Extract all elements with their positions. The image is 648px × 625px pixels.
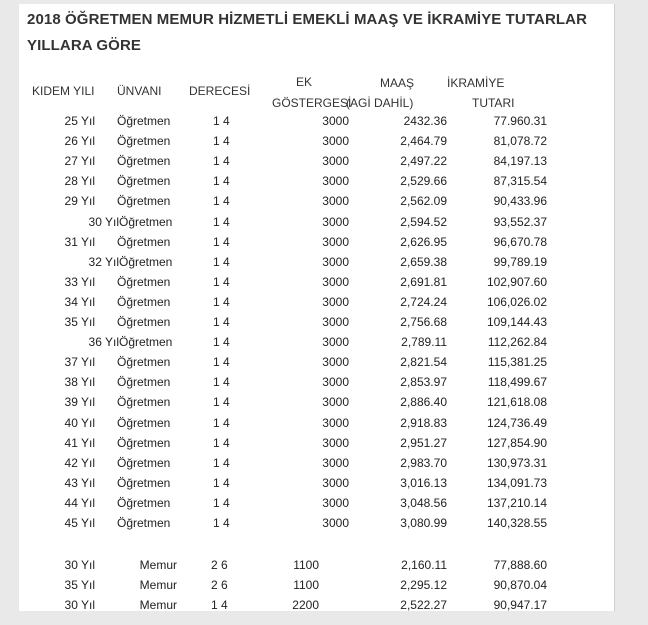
unvan-cell: Öğretmen	[117, 516, 171, 530]
unvan-cell: Öğretmen	[117, 455, 171, 470]
maas-cell: 2432.36	[403, 114, 447, 128]
ek-gosterge-cell: 3000	[322, 335, 349, 350]
derece-cell: 1 4	[213, 495, 230, 510]
kidem-yili-cell: 25 Yıl	[64, 114, 95, 128]
ikramiye-cell: 118,499.67	[487, 375, 547, 390]
derece-cell: 1 4	[213, 114, 230, 128]
derece-cell: 1 4	[213, 134, 230, 149]
derece-cell: 1 4	[213, 395, 230, 410]
kidem-yili-cell: 31 Yıl	[64, 234, 95, 249]
maas-cell: 3,016.13	[400, 475, 447, 490]
ek-gosterge-cell: 3000	[322, 435, 349, 450]
unvan-cell: Öğretmen	[117, 415, 171, 430]
header-agi-dahil: (AGİ DAHİL)	[346, 96, 414, 110]
kidem-yili-cell: 30 Yıl	[64, 598, 95, 611]
maas-cell: 3,048.56	[400, 495, 447, 510]
maas-cell: 2,295.12	[400, 578, 447, 593]
unvan-cell: Öğretmen	[117, 375, 171, 390]
kidem-yili-cell: 41 Yıl	[64, 435, 95, 450]
ek-gosterge-cell: 3000	[322, 415, 349, 430]
derece-cell: 1 4	[213, 254, 230, 269]
kidem-yili-cell: 37 Yıl	[64, 355, 95, 370]
ek-gosterge-cell: 3000	[322, 395, 349, 410]
ek-gosterge-cell: 3000	[322, 174, 349, 189]
maas-cell: 2,853.97	[400, 375, 447, 390]
ek-gosterge-cell: 3000	[322, 114, 349, 128]
ek-gosterge-cell: 3000	[322, 154, 349, 169]
kidem-yili-cell: 40 Yıl	[64, 415, 95, 430]
ikramiye-cell: 90,433.96	[493, 194, 547, 209]
kidem-yili-cell: 44 Yıl	[64, 495, 95, 510]
maas-cell: 2,821.54	[400, 355, 447, 370]
kidem-yili-cell: 32 Yıl	[88, 254, 119, 269]
derece-cell: 1 4	[213, 174, 230, 189]
ek-gosterge-cell: 3000	[322, 274, 349, 289]
unvan-cell: Öğretmen	[117, 355, 171, 370]
unvan-cell: Öğretmen	[117, 395, 171, 410]
derece-cell: 1 4	[213, 375, 230, 390]
unvan-cell: Öğretmen	[117, 154, 171, 169]
ek-gosterge-cell: 3000	[322, 516, 349, 530]
derece-cell: 1 4	[213, 274, 230, 289]
header-maas: MAAŞ	[380, 76, 415, 90]
derece-cell: 1 4	[213, 435, 230, 450]
ek-gosterge-cell: 3000	[322, 495, 349, 510]
kidem-yili-cell: 38 Yıl	[64, 375, 95, 390]
ikramiye-cell: 81,078.72	[493, 134, 547, 149]
unvan-cell: Öğretmen	[117, 234, 171, 249]
derece-cell: 1 4	[213, 315, 230, 329]
maas-cell: 2,886.40	[400, 395, 447, 410]
unvan-cell: Öğretmen	[117, 475, 171, 490]
maas-cell: 2,724.24	[400, 294, 447, 309]
derece-cell: 1 4	[213, 234, 230, 249]
ikramiye-cell: 90,947.17	[493, 598, 547, 611]
ikramiye-cell: 115,381.25	[487, 355, 547, 370]
derece-cell: 1 4	[213, 516, 230, 530]
document-subtitle: YILLARA GÖRE	[27, 37, 141, 54]
ek-gosterge-cell: 1100	[293, 558, 319, 572]
ek-gosterge-cell: 3000	[322, 134, 349, 149]
ikramiye-cell: 124,736.49	[486, 415, 547, 430]
kidem-yili-cell: 35 Yıl	[64, 315, 95, 329]
ek-gosterge-cell: 3000	[322, 375, 349, 390]
maas-cell: 2,918.83	[400, 415, 447, 430]
header-derecesi: DERECESİ	[189, 84, 251, 98]
ek-gosterge-cell: 3000	[322, 475, 349, 490]
document-title: 2018 ÖĞRETMEN MEMUR HİZMETLİ EMEKLİ MAAŞ VE İKRAMİYE TUTARLAR	[27, 11, 588, 28]
maas-cell: 2,497.22	[400, 154, 447, 169]
ikramiye-cell: 140,328.55	[486, 516, 547, 530]
header-ikramiye: İKRAMİYE	[447, 76, 505, 90]
ikramiye-cell: 130,973.31	[486, 455, 547, 470]
maas-cell: 2,594.52	[400, 214, 447, 229]
kidem-yili-cell: 29 Yıl	[64, 194, 95, 209]
ikramiye-cell: 90,870.04	[493, 578, 547, 593]
ek-gosterge-cell: 3000	[322, 315, 349, 329]
unvan-cell: Memur	[139, 578, 177, 593]
header-ek: EK	[296, 75, 313, 89]
maas-cell: 2,951.27	[400, 435, 447, 450]
kidem-yili-cell: 45 Yıl	[64, 516, 95, 530]
maas-cell: 2,659.38	[400, 254, 447, 269]
page-edge	[614, 4, 615, 611]
unvan-cell: Memur	[139, 598, 177, 611]
header-tutari: TUTARI	[472, 96, 515, 110]
derece-cell: 1 4	[213, 415, 230, 430]
ikramiye-cell: 77.960.31	[493, 114, 547, 128]
unvan-cell: Öğretmen	[119, 254, 173, 269]
unvan-cell: Öğretmen	[117, 495, 171, 510]
derece-cell: 1 4	[213, 335, 230, 350]
kidem-yili-cell: 39 Yıl	[64, 395, 95, 410]
unvan-cell: Öğretmen	[117, 435, 171, 450]
ek-gosterge-cell: 3000	[322, 194, 349, 209]
unvan-cell: Öğretmen	[117, 174, 171, 189]
maas-cell: 2,464.79	[400, 134, 447, 149]
kidem-yili-cell: 42 Yıl	[64, 455, 95, 470]
unvan-cell: Öğretmen	[117, 114, 171, 128]
derece-cell: 1 4	[213, 475, 230, 490]
unvan-cell: Öğretmen	[119, 214, 173, 229]
ikramiye-cell: 106,026.02	[486, 294, 547, 309]
ek-gosterge-cell: 3000	[322, 254, 349, 269]
unvan-cell: Öğretmen	[117, 294, 171, 309]
ikramiye-cell: 93,552.37	[493, 214, 547, 229]
kidem-yili-cell: 33 Yıl	[64, 274, 95, 289]
derece-cell: 1 4	[213, 355, 230, 370]
derece-cell: 1 4	[213, 294, 230, 309]
ikramiye-cell: 96,670.78	[493, 234, 547, 249]
maas-cell: 2,522.27	[400, 598, 447, 611]
maas-cell: 2,529.66	[400, 174, 447, 189]
ikramiye-cell: 121,618.08	[486, 395, 547, 410]
ikramiye-cell: 102,907.60	[486, 274, 547, 289]
header-unvani: ÜNVANI	[117, 84, 162, 98]
ek-gosterge-cell: 3000	[322, 455, 349, 470]
ek-gosterge-cell: 3000	[322, 294, 349, 309]
unvan-cell: Öğretmen	[117, 315, 171, 329]
ikramiye-cell: 109,144.43	[486, 315, 547, 329]
unvan-cell: Öğretmen	[117, 274, 171, 289]
derece-cell: 1 4	[213, 455, 230, 470]
header-kidem-yili: KIDEM YILI	[32, 84, 95, 98]
ek-gosterge-cell: 3000	[322, 214, 349, 229]
derece-cell: 1 4	[213, 154, 230, 169]
unvan-cell: Öğretmen	[119, 335, 173, 350]
derece-cell: 1 4	[213, 214, 230, 229]
derece-cell: 2 6	[211, 578, 228, 593]
maas-cell: 2,691.81	[400, 274, 447, 289]
derece-cell: 1 4	[211, 598, 228, 611]
kidem-yili-cell: 35 Yıl	[64, 578, 95, 593]
maas-cell: 2,562.09	[400, 194, 447, 209]
header-gostergesi: GÖSTERGESİ	[272, 96, 352, 110]
kidem-yili-cell: 43 Yıl	[64, 475, 95, 490]
kidem-yili-cell: 34 Yıl	[64, 294, 95, 309]
ek-gosterge-cell: 3000	[322, 234, 349, 249]
ikramiye-cell: 137,210.14	[486, 495, 547, 510]
kidem-yili-cell: 28 Yıl	[64, 174, 95, 189]
ikramiye-cell: 127,854.90	[486, 435, 547, 450]
kidem-yili-cell: 30 Yıl	[64, 558, 95, 572]
maas-cell: 2,789.11	[401, 335, 447, 350]
ikramiye-cell: 99,789.19	[493, 254, 547, 269]
kidem-yili-cell: 30 Yıl	[88, 214, 119, 229]
ikramiye-cell: 134,091.73	[486, 475, 547, 490]
maas-cell: 2,160.11	[401, 558, 447, 572]
kidem-yili-cell: 36 Yıl	[88, 335, 119, 350]
ikramiye-cell: 112,262.84	[487, 335, 547, 350]
maas-cell: 2,626.95	[400, 234, 447, 249]
derece-cell: 2 6	[211, 558, 228, 572]
kidem-yili-cell: 26 Yıl	[64, 134, 95, 149]
ikramiye-cell: 84,197.13	[493, 154, 547, 169]
derece-cell: 1 4	[213, 194, 230, 209]
ek-gosterge-cell: 2200	[292, 598, 319, 611]
unvan-cell: Memur	[139, 558, 177, 572]
ek-gosterge-cell: 3000	[322, 355, 349, 370]
maas-cell: 2,983.70	[400, 455, 447, 470]
unvan-cell: Öğretmen	[117, 134, 171, 149]
kidem-yili-cell: 27 Yıl	[64, 154, 95, 169]
maas-cell: 2,756.68	[400, 315, 447, 329]
ek-gosterge-cell: 1100	[293, 578, 319, 593]
spreadsheet-document	[19, 4, 615, 611]
maas-cell: 3,080.99	[400, 516, 447, 530]
ikramiye-cell: 77,888.60	[493, 558, 547, 572]
ikramiye-cell: 87,315.54	[493, 174, 547, 189]
unvan-cell: Öğretmen	[117, 194, 171, 209]
